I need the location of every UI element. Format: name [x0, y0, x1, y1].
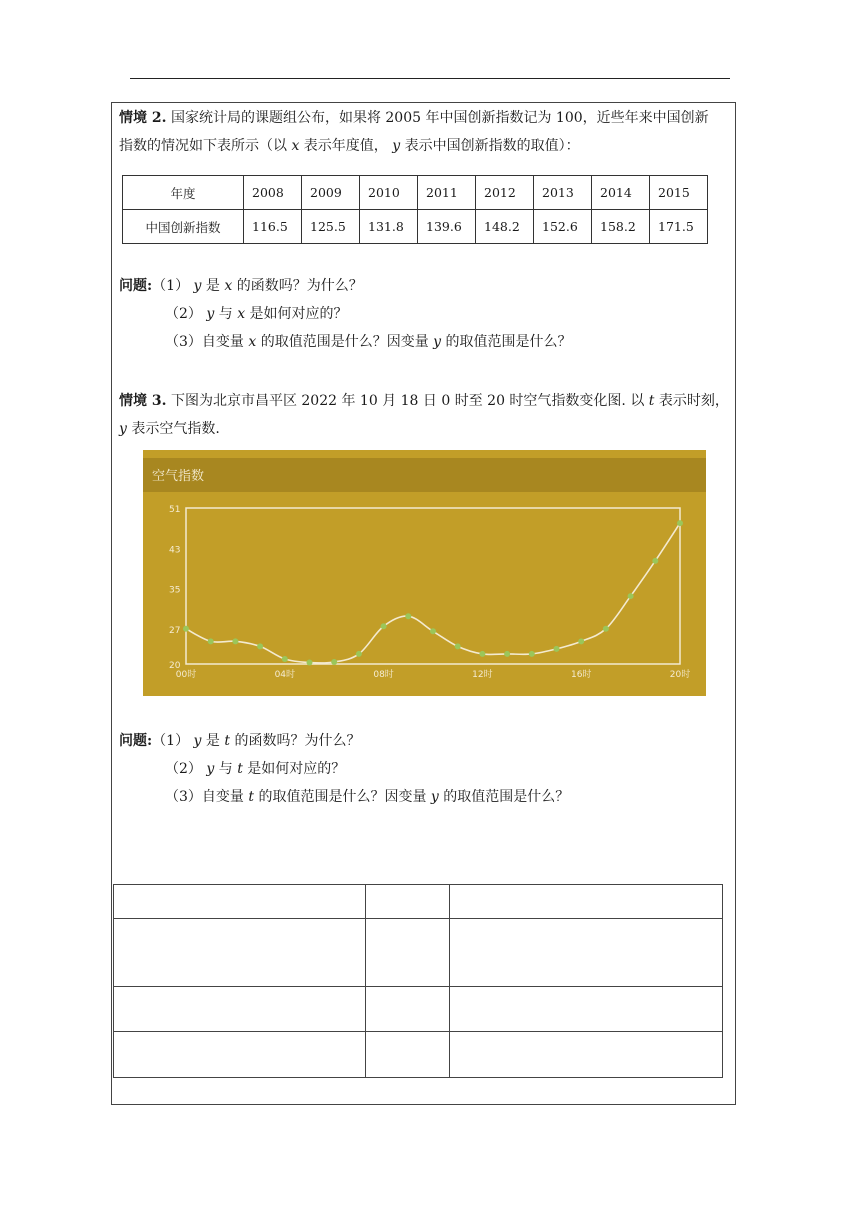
var-y: y	[193, 733, 202, 749]
y-tick-label: 20	[169, 661, 181, 671]
y-tick-label: 51	[169, 505, 181, 515]
q-text: （3）自变量	[165, 789, 249, 805]
var-y: y	[433, 334, 442, 350]
data-point-4	[282, 656, 288, 662]
question-3-3	[165, 787, 569, 807]
table-row-years	[123, 176, 708, 210]
situation-2-text	[119, 104, 734, 160]
empty-summary-table	[113, 884, 723, 1078]
table-row	[114, 987, 723, 1032]
data-point-20	[677, 520, 683, 526]
question-3-1	[119, 731, 360, 751]
table-cell	[114, 885, 366, 919]
year-cell: 2010	[360, 176, 418, 210]
table-cell	[366, 919, 450, 987]
value-cell: 125.5	[302, 210, 360, 244]
var-t: t	[224, 733, 230, 749]
q-text: 与	[214, 306, 238, 322]
situation-3-line1a: 下图为北京市昌平区 2022 年 10 月 18 日 0 时至 20 时空气指数变化图. 以	[166, 393, 649, 409]
index-header: 中国创新指数	[123, 210, 244, 244]
table-row	[114, 1032, 723, 1078]
table-cell	[114, 1032, 366, 1078]
var-t: t	[648, 393, 655, 409]
q-text: 与	[214, 761, 238, 777]
var-t: t	[237, 761, 243, 777]
q-text: 的函数吗？为什么？	[232, 278, 363, 294]
table-cell	[114, 919, 366, 987]
year-cell: 2008	[244, 176, 302, 210]
value-cell: 116.5	[244, 210, 302, 244]
q-text: 的取值范围是什么？	[441, 334, 572, 350]
var-y: y	[206, 761, 215, 777]
question-2-3	[165, 332, 572, 352]
q-text: 是如何对应的？	[242, 761, 346, 777]
value-cell: 139.6	[418, 210, 476, 244]
data-point-10	[430, 628, 436, 634]
table-cell	[450, 1032, 723, 1078]
x-tick-label: 16时	[570, 670, 592, 680]
table-row-values	[123, 210, 708, 244]
x-tick-label: 20时	[669, 670, 691, 680]
x-tick-label: 04时	[274, 670, 296, 680]
year-cell: 2012	[476, 176, 534, 210]
data-point-0	[183, 626, 189, 632]
var-x: x	[237, 306, 246, 322]
q-text: 是	[201, 278, 225, 294]
chart-header-bar	[143, 458, 706, 492]
var-x: x	[224, 278, 233, 294]
year-cell: 2009	[302, 176, 360, 210]
data-point-12	[479, 651, 485, 657]
var-y: y	[430, 789, 439, 805]
situation-2-line2c: 表示中国创新指数的取值）：	[400, 138, 580, 154]
q-text: 的函数吗？为什么？	[230, 733, 361, 749]
table-cell	[366, 987, 450, 1032]
q-text: （3）自变量	[165, 334, 249, 350]
table-cell	[366, 885, 450, 919]
data-point-8	[381, 623, 387, 629]
table-cell	[114, 987, 366, 1032]
data-point-7	[356, 651, 362, 657]
data-point-5	[307, 659, 313, 665]
data-point-2	[232, 638, 238, 644]
y-tick-label: 35	[169, 585, 181, 596]
chart-title: 空气指数	[152, 469, 205, 484]
data-point-19	[652, 558, 658, 564]
table-cell	[450, 919, 723, 987]
table-row	[114, 885, 723, 919]
table-cell	[366, 1032, 450, 1078]
question-label: 问题:	[119, 278, 153, 294]
q-text: 是如何对应的？	[245, 306, 348, 322]
question-3-2	[165, 759, 345, 779]
q-text: 是	[201, 733, 225, 749]
q-text: 的取值范围是什么？	[438, 789, 570, 805]
data-point-14	[529, 651, 535, 657]
year-cell: 2015	[650, 176, 708, 210]
data-point-18	[628, 593, 634, 599]
air-index-chart	[143, 450, 706, 696]
data-point-6	[331, 659, 337, 665]
situation-3-text	[119, 387, 734, 443]
table-cell	[450, 885, 723, 919]
situation-2-line2a: 指数的情况如下表所示（以	[119, 138, 292, 154]
q-text: 的取值范围是什么？因变量	[256, 334, 434, 350]
year-cell: 2011	[418, 176, 476, 210]
var-y: y	[193, 278, 202, 294]
value-cell: 158.2	[592, 210, 650, 244]
situation-3-line2: 表示空气指数.	[126, 421, 220, 437]
year-header: 年度	[123, 176, 244, 210]
situation-2-heading: 情境 2.	[119, 110, 167, 126]
situation-3-heading: 情境 3.	[119, 393, 167, 409]
data-point-9	[405, 613, 411, 619]
q-text: （1）	[152, 733, 194, 749]
x-tick-label: 00时	[175, 670, 197, 680]
value-cell: 148.2	[476, 210, 534, 244]
value-cell: 131.8	[360, 210, 418, 244]
header-rule	[130, 78, 730, 79]
data-point-15	[554, 646, 560, 652]
q-text: （2）	[165, 306, 207, 322]
situation-2-line1: 国家统计局的课题组公布，如果将 2005 年中国创新指数记为 100，近些年来中国创新	[166, 110, 709, 126]
data-point-17	[603, 626, 609, 632]
var-y: y	[119, 421, 127, 437]
value-cell: 152.6	[534, 210, 592, 244]
value-cell: 171.5	[650, 210, 708, 244]
x-tick-label: 08时	[373, 670, 394, 680]
var-t: t	[248, 789, 254, 805]
y-tick-label: 27	[169, 625, 181, 636]
year-cell: 2014	[592, 176, 650, 210]
question-2-1	[119, 276, 363, 296]
y-tick-label: 43	[169, 545, 181, 556]
var-y: y	[206, 306, 215, 322]
var-x: x	[291, 138, 300, 154]
table-row	[114, 919, 723, 987]
var-y: y	[392, 138, 401, 154]
question-label: 问题:	[119, 733, 153, 749]
data-point-1	[208, 638, 214, 644]
situation-2-line2b: 表示年度值，	[299, 138, 393, 154]
data-point-11	[455, 643, 461, 649]
data-point-3	[257, 643, 263, 649]
year-cell: 2013	[534, 176, 592, 210]
situation-3-line1b: 表示时刻，	[654, 393, 729, 409]
innovation-index-table	[122, 175, 708, 244]
x-tick-label: 12时	[472, 670, 493, 680]
q-text: （2）	[165, 761, 207, 777]
var-x: x	[248, 334, 257, 350]
question-2-2	[165, 304, 348, 324]
air-index-chart-svg	[143, 450, 706, 696]
data-point-13	[504, 651, 510, 657]
q-text: 的取值范围是什么？因变量	[254, 789, 431, 805]
data-point-16	[578, 638, 584, 644]
table-cell	[450, 987, 723, 1032]
q-text: （1）	[152, 278, 194, 294]
